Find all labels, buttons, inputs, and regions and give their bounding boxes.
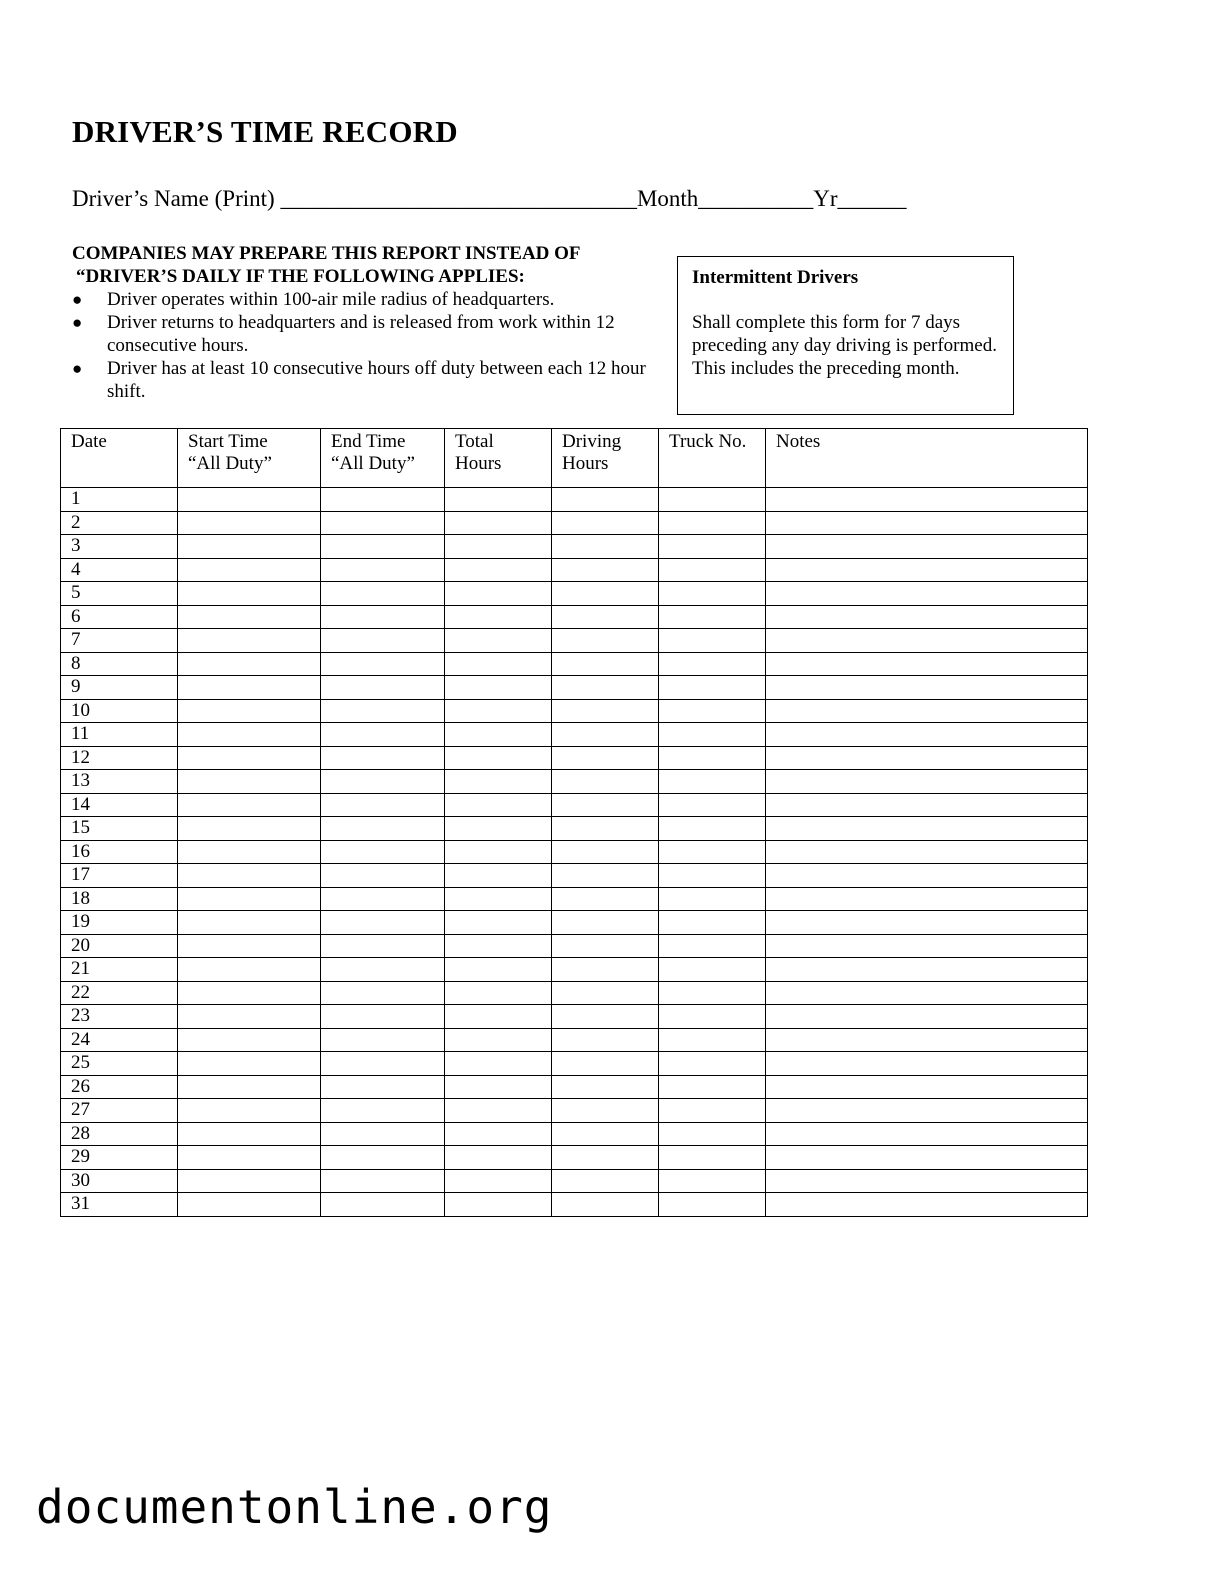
bullet-icon: ● bbox=[72, 313, 83, 332]
entry-cell[interactable] bbox=[766, 511, 1088, 535]
date-cell: 29 bbox=[61, 1146, 178, 1170]
entry-cell[interactable] bbox=[659, 1122, 766, 1146]
entry-cell[interactable] bbox=[321, 911, 445, 935]
entry-cell[interactable] bbox=[445, 934, 552, 958]
entry-cell[interactable] bbox=[321, 535, 445, 559]
table-row bbox=[61, 488, 1088, 512]
table-body bbox=[61, 488, 1088, 1217]
entry-cell[interactable] bbox=[445, 652, 552, 676]
entry-cell[interactable] bbox=[178, 981, 321, 1005]
entry-cell[interactable] bbox=[766, 793, 1088, 817]
entry-cell[interactable] bbox=[178, 1146, 321, 1170]
entry-cell[interactable] bbox=[445, 793, 552, 817]
entry-cell[interactable] bbox=[766, 1169, 1088, 1193]
table-row bbox=[61, 770, 1088, 794]
entry-cell[interactable] bbox=[445, 676, 552, 700]
table-row bbox=[61, 981, 1088, 1005]
entry-cell[interactable] bbox=[321, 840, 445, 864]
entry-cell[interactable] bbox=[321, 1028, 445, 1052]
entry-cell[interactable] bbox=[552, 1075, 659, 1099]
entry-cell[interactable] bbox=[766, 488, 1088, 512]
date-cell: 30 bbox=[61, 1169, 178, 1193]
instructions-section bbox=[72, 242, 652, 403]
entry-cell[interactable] bbox=[445, 558, 552, 582]
entry-cell[interactable] bbox=[766, 864, 1088, 888]
entry-cell[interactable] bbox=[552, 1146, 659, 1170]
entry-cell[interactable] bbox=[659, 1052, 766, 1076]
date-cell: 12 bbox=[61, 746, 178, 770]
column-header: Date bbox=[61, 429, 178, 488]
entry-cell[interactable] bbox=[552, 582, 659, 606]
entry-cell[interactable] bbox=[321, 1099, 445, 1123]
entry-cell[interactable] bbox=[766, 934, 1088, 958]
entry-cell[interactable] bbox=[766, 958, 1088, 982]
entry-cell[interactable] bbox=[445, 488, 552, 512]
table-row bbox=[61, 934, 1088, 958]
date-cell: 20 bbox=[61, 934, 178, 958]
entry-cell[interactable] bbox=[445, 770, 552, 794]
entry-cell[interactable] bbox=[178, 629, 321, 653]
entry-cell[interactable] bbox=[659, 699, 766, 723]
entry-cell[interactable] bbox=[552, 840, 659, 864]
entry-cell[interactable] bbox=[659, 1146, 766, 1170]
entry-cell[interactable] bbox=[659, 1099, 766, 1123]
entry-cell[interactable] bbox=[178, 1169, 321, 1193]
entry-cell[interactable] bbox=[321, 1075, 445, 1099]
entry-cell[interactable] bbox=[178, 840, 321, 864]
entry-cell[interactable] bbox=[178, 676, 321, 700]
date-cell: 5 bbox=[61, 582, 178, 606]
entry-cell[interactable] bbox=[321, 981, 445, 1005]
entry-cell[interactable] bbox=[445, 864, 552, 888]
entry-cell[interactable] bbox=[178, 1122, 321, 1146]
entry-cell[interactable] bbox=[445, 629, 552, 653]
entry-cell[interactable] bbox=[445, 958, 552, 982]
page-title: DRIVER’S TIME RECORD bbox=[72, 114, 458, 149]
entry-cell[interactable] bbox=[766, 723, 1088, 747]
entry-cell[interactable] bbox=[445, 582, 552, 606]
entry-cell[interactable] bbox=[445, 535, 552, 559]
entry-cell[interactable] bbox=[766, 1028, 1088, 1052]
entry-cell[interactable] bbox=[552, 1005, 659, 1029]
entry-cell[interactable] bbox=[766, 652, 1088, 676]
date-cell: 21 bbox=[61, 958, 178, 982]
entry-cell[interactable] bbox=[445, 817, 552, 841]
entry-cell[interactable] bbox=[552, 911, 659, 935]
entry-cell[interactable] bbox=[321, 676, 445, 700]
date-cell: 24 bbox=[61, 1028, 178, 1052]
entry-cell[interactable] bbox=[659, 981, 766, 1005]
table-row bbox=[61, 1169, 1088, 1193]
table-row bbox=[61, 1028, 1088, 1052]
entry-cell[interactable] bbox=[321, 558, 445, 582]
entry-cell[interactable] bbox=[321, 958, 445, 982]
date-cell: 27 bbox=[61, 1099, 178, 1123]
table-row bbox=[61, 629, 1088, 653]
entry-cell[interactable] bbox=[659, 1005, 766, 1029]
entry-cell[interactable] bbox=[552, 535, 659, 559]
entry-cell[interactable] bbox=[321, 934, 445, 958]
entry-cell[interactable] bbox=[766, 558, 1088, 582]
date-cell: 28 bbox=[61, 1122, 178, 1146]
entry-cell[interactable] bbox=[445, 840, 552, 864]
entry-cell[interactable] bbox=[445, 511, 552, 535]
table-row bbox=[61, 1146, 1088, 1170]
intermittent-drivers-heading: Intermittent Drivers bbox=[692, 267, 859, 288]
entry-cell[interactable] bbox=[766, 1146, 1088, 1170]
table-row bbox=[61, 793, 1088, 817]
entry-cell[interactable] bbox=[659, 605, 766, 629]
entry-cell[interactable] bbox=[659, 793, 766, 817]
date-cell: 14 bbox=[61, 793, 178, 817]
entry-cell[interactable] bbox=[178, 488, 321, 512]
entry-cell[interactable] bbox=[178, 511, 321, 535]
intermittent-drivers-box bbox=[677, 256, 1014, 415]
date-cell: 16 bbox=[61, 840, 178, 864]
date-cell: 9 bbox=[61, 676, 178, 700]
table-row bbox=[61, 1075, 1088, 1099]
entry-cell[interactable] bbox=[766, 1005, 1088, 1029]
entry-cell[interactable] bbox=[321, 1169, 445, 1193]
entry-cell[interactable] bbox=[659, 770, 766, 794]
entry-cell[interactable] bbox=[445, 1075, 552, 1099]
table-row bbox=[61, 582, 1088, 606]
entry-cell[interactable] bbox=[552, 629, 659, 653]
entry-cell[interactable] bbox=[552, 605, 659, 629]
entry-cell[interactable] bbox=[552, 1193, 659, 1217]
entry-cell[interactable] bbox=[321, 1005, 445, 1029]
entry-cell[interactable] bbox=[445, 1099, 552, 1123]
column-header: Notes bbox=[766, 429, 1088, 488]
entry-cell[interactable] bbox=[659, 676, 766, 700]
entry-cell[interactable] bbox=[552, 981, 659, 1005]
entry-cell[interactable] bbox=[178, 1005, 321, 1029]
entry-cell[interactable] bbox=[659, 558, 766, 582]
conditions-list bbox=[72, 288, 652, 403]
watermark: documentonline.org bbox=[36, 1480, 553, 1534]
entry-cell[interactable] bbox=[766, 1075, 1088, 1099]
entry-cell[interactable] bbox=[445, 981, 552, 1005]
entry-cell[interactable] bbox=[766, 887, 1088, 911]
entry-cell[interactable] bbox=[445, 911, 552, 935]
entry-cell[interactable] bbox=[178, 864, 321, 888]
date-cell: 25 bbox=[61, 1052, 178, 1076]
table-row bbox=[61, 699, 1088, 723]
entry-cell[interactable] bbox=[178, 958, 321, 982]
date-cell: 31 bbox=[61, 1193, 178, 1217]
entry-cell[interactable] bbox=[552, 1122, 659, 1146]
column-header: End Time “All Duty” bbox=[321, 429, 445, 488]
entry-cell[interactable] bbox=[766, 582, 1088, 606]
column-header: Truck No. bbox=[659, 429, 766, 488]
entry-cell[interactable] bbox=[178, 746, 321, 770]
date-cell: 18 bbox=[61, 887, 178, 911]
entry-cell[interactable] bbox=[552, 1099, 659, 1123]
date-cell: 10 bbox=[61, 699, 178, 723]
entry-cell[interactable] bbox=[552, 1169, 659, 1193]
entry-cell[interactable] bbox=[321, 605, 445, 629]
entry-cell[interactable] bbox=[552, 934, 659, 958]
entry-cell[interactable] bbox=[321, 817, 445, 841]
entry-cell[interactable] bbox=[321, 793, 445, 817]
entry-cell[interactable] bbox=[766, 817, 1088, 841]
entry-cell[interactable] bbox=[445, 1193, 552, 1217]
entry-cell[interactable] bbox=[766, 911, 1088, 935]
entry-cell[interactable] bbox=[321, 1052, 445, 1076]
entry-cell[interactable] bbox=[321, 699, 445, 723]
entry-cell[interactable] bbox=[321, 488, 445, 512]
date-cell: 7 bbox=[61, 629, 178, 653]
entry-cell[interactable] bbox=[552, 488, 659, 512]
date-cell: 22 bbox=[61, 981, 178, 1005]
entry-cell[interactable] bbox=[178, 1028, 321, 1052]
table-row bbox=[61, 676, 1088, 700]
entry-cell[interactable] bbox=[321, 746, 445, 770]
entry-cell[interactable] bbox=[659, 746, 766, 770]
entry-cell[interactable] bbox=[659, 629, 766, 653]
date-cell: 6 bbox=[61, 605, 178, 629]
entry-cell[interactable] bbox=[178, 817, 321, 841]
entry-cell[interactable] bbox=[766, 746, 1088, 770]
entry-cell[interactable] bbox=[178, 652, 321, 676]
entry-cell[interactable] bbox=[659, 1169, 766, 1193]
date-cell: 19 bbox=[61, 911, 178, 935]
table-row bbox=[61, 1005, 1088, 1029]
table-row bbox=[61, 1122, 1088, 1146]
time-record-table bbox=[60, 428, 1088, 1217]
date-cell: 26 bbox=[61, 1075, 178, 1099]
column-header: Driving Hours bbox=[552, 429, 659, 488]
date-cell: 13 bbox=[61, 770, 178, 794]
entry-cell[interactable] bbox=[552, 746, 659, 770]
entry-cell[interactable] bbox=[178, 911, 321, 935]
entry-cell[interactable] bbox=[321, 1146, 445, 1170]
table-row bbox=[61, 558, 1088, 582]
entry-cell[interactable] bbox=[659, 511, 766, 535]
entry-cell[interactable] bbox=[659, 911, 766, 935]
table-row bbox=[61, 958, 1088, 982]
entry-cell[interactable] bbox=[178, 1075, 321, 1099]
entry-cell[interactable] bbox=[766, 699, 1088, 723]
list-item: ● Driver operates within 100-air mile radius of headquarters. bbox=[72, 289, 555, 310]
intermittent-drivers-text: Shall complete this form for 7 days preceding any day driving is performed. This includes the preceding month. bbox=[692, 312, 997, 379]
entry-cell[interactable] bbox=[178, 605, 321, 629]
date-cell: 2 bbox=[61, 511, 178, 535]
entry-cell[interactable] bbox=[659, 652, 766, 676]
entry-cell[interactable] bbox=[321, 887, 445, 911]
list-item: ● Driver returns to headquarters and is released from work within 12 consecutive hours. bbox=[72, 312, 615, 356]
entry-cell[interactable] bbox=[178, 770, 321, 794]
table-row bbox=[61, 652, 1088, 676]
entry-cell[interactable] bbox=[552, 511, 659, 535]
entry-cell[interactable] bbox=[552, 770, 659, 794]
date-cell: 4 bbox=[61, 558, 178, 582]
entry-cell[interactable] bbox=[766, 605, 1088, 629]
entry-cell[interactable] bbox=[552, 1052, 659, 1076]
entry-cell[interactable] bbox=[321, 582, 445, 606]
entry-cell[interactable] bbox=[659, 887, 766, 911]
entry-cell[interactable] bbox=[321, 1193, 445, 1217]
entry-cell[interactable] bbox=[766, 1099, 1088, 1123]
entry-cell[interactable] bbox=[178, 535, 321, 559]
list-item: ● Driver has at least 10 consecutive hours off duty between each 12 hour shift. bbox=[72, 358, 646, 402]
entry-cell[interactable] bbox=[766, 1122, 1088, 1146]
entry-cell[interactable] bbox=[766, 1193, 1088, 1217]
entry-cell[interactable] bbox=[552, 723, 659, 747]
date-cell: 11 bbox=[61, 723, 178, 747]
table-row bbox=[61, 864, 1088, 888]
date-cell: 17 bbox=[61, 864, 178, 888]
entry-cell[interactable] bbox=[659, 817, 766, 841]
entry-cell[interactable] bbox=[178, 1052, 321, 1076]
entry-cell[interactable] bbox=[552, 676, 659, 700]
entry-cell[interactable] bbox=[659, 582, 766, 606]
entry-cell[interactable] bbox=[445, 723, 552, 747]
instructions-heading-line2: “DRIVER’S DAILY IF THE FOLLOWING APPLIES: bbox=[76, 266, 525, 287]
entry-cell[interactable] bbox=[321, 864, 445, 888]
date-cell: 15 bbox=[61, 817, 178, 841]
entry-cell[interactable] bbox=[178, 723, 321, 747]
entry-cell[interactable] bbox=[766, 840, 1088, 864]
entry-cell[interactable] bbox=[178, 582, 321, 606]
table-row bbox=[61, 817, 1088, 841]
entry-cell[interactable] bbox=[445, 1028, 552, 1052]
table-row bbox=[61, 887, 1088, 911]
bullet-icon: ● bbox=[72, 359, 83, 378]
column-header: Start Time “All Duty” bbox=[178, 429, 321, 488]
column-header: Total Hours bbox=[445, 429, 552, 488]
entry-cell[interactable] bbox=[321, 629, 445, 653]
entry-cell[interactable] bbox=[659, 723, 766, 747]
table-row bbox=[61, 605, 1088, 629]
table-row bbox=[61, 911, 1088, 935]
table-row bbox=[61, 535, 1088, 559]
table-row bbox=[61, 840, 1088, 864]
date-cell: 3 bbox=[61, 535, 178, 559]
instructions-heading-line1: COMPANIES MAY PREPARE THIS REPORT INSTEAD OF bbox=[72, 243, 581, 264]
entry-cell[interactable] bbox=[178, 887, 321, 911]
entry-cell[interactable] bbox=[552, 699, 659, 723]
entry-cell[interactable] bbox=[321, 723, 445, 747]
entry-cell[interactable] bbox=[659, 840, 766, 864]
date-cell: 23 bbox=[61, 1005, 178, 1029]
date-cell: 8 bbox=[61, 652, 178, 676]
date-cell: 1 bbox=[61, 488, 178, 512]
entry-cell[interactable] bbox=[659, 1028, 766, 1052]
instructions-heading bbox=[72, 242, 652, 288]
entry-cell[interactable] bbox=[445, 887, 552, 911]
entry-cell[interactable] bbox=[445, 1122, 552, 1146]
table-row bbox=[61, 511, 1088, 535]
entry-cell[interactable] bbox=[321, 511, 445, 535]
entry-cell[interactable] bbox=[659, 864, 766, 888]
entry-cell[interactable] bbox=[321, 652, 445, 676]
entry-cell[interactable] bbox=[552, 793, 659, 817]
table-row bbox=[61, 1099, 1088, 1123]
entry-cell[interactable] bbox=[178, 1193, 321, 1217]
entry-cell[interactable] bbox=[766, 629, 1088, 653]
entry-cell[interactable] bbox=[178, 1099, 321, 1123]
entry-cell[interactable] bbox=[321, 770, 445, 794]
entry-cell[interactable] bbox=[766, 981, 1088, 1005]
entry-cell[interactable] bbox=[659, 1193, 766, 1217]
entry-cell[interactable] bbox=[178, 793, 321, 817]
entry-cell[interactable] bbox=[178, 558, 321, 582]
entry-cell[interactable] bbox=[766, 770, 1088, 794]
entry-cell[interactable] bbox=[445, 1005, 552, 1029]
entry-cell[interactable] bbox=[552, 887, 659, 911]
entry-cell[interactable] bbox=[659, 488, 766, 512]
driver-name-month-year-line[interactable]: Driver’s Name (Print) _______________________________Month__________Yr______ bbox=[72, 186, 907, 211]
entry-cell[interactable] bbox=[445, 746, 552, 770]
entry-cell[interactable] bbox=[659, 535, 766, 559]
entry-cell[interactable] bbox=[178, 934, 321, 958]
entry-cell[interactable] bbox=[659, 958, 766, 982]
entry-cell[interactable] bbox=[445, 1169, 552, 1193]
entry-cell[interactable] bbox=[552, 1028, 659, 1052]
entry-cell[interactable] bbox=[766, 1052, 1088, 1076]
entry-cell[interactable] bbox=[659, 934, 766, 958]
entry-cell[interactable] bbox=[552, 958, 659, 982]
bullet-icon: ● bbox=[72, 290, 83, 309]
entry-cell[interactable] bbox=[552, 652, 659, 676]
table-row bbox=[61, 723, 1088, 747]
entry-cell[interactable] bbox=[445, 1146, 552, 1170]
entry-cell[interactable] bbox=[766, 535, 1088, 559]
entry-cell[interactable] bbox=[552, 558, 659, 582]
entry-cell[interactable] bbox=[659, 1075, 766, 1099]
entry-cell[interactable] bbox=[552, 817, 659, 841]
entry-cell[interactable] bbox=[445, 1052, 552, 1076]
table-row bbox=[61, 1052, 1088, 1076]
table-row bbox=[61, 1193, 1088, 1217]
table-header-row bbox=[61, 429, 1088, 488]
entry-cell[interactable] bbox=[445, 605, 552, 629]
entry-cell[interactable] bbox=[445, 699, 552, 723]
entry-cell[interactable] bbox=[178, 699, 321, 723]
table-row bbox=[61, 746, 1088, 770]
entry-cell[interactable] bbox=[321, 1122, 445, 1146]
entry-cell[interactable] bbox=[766, 676, 1088, 700]
entry-cell[interactable] bbox=[552, 864, 659, 888]
